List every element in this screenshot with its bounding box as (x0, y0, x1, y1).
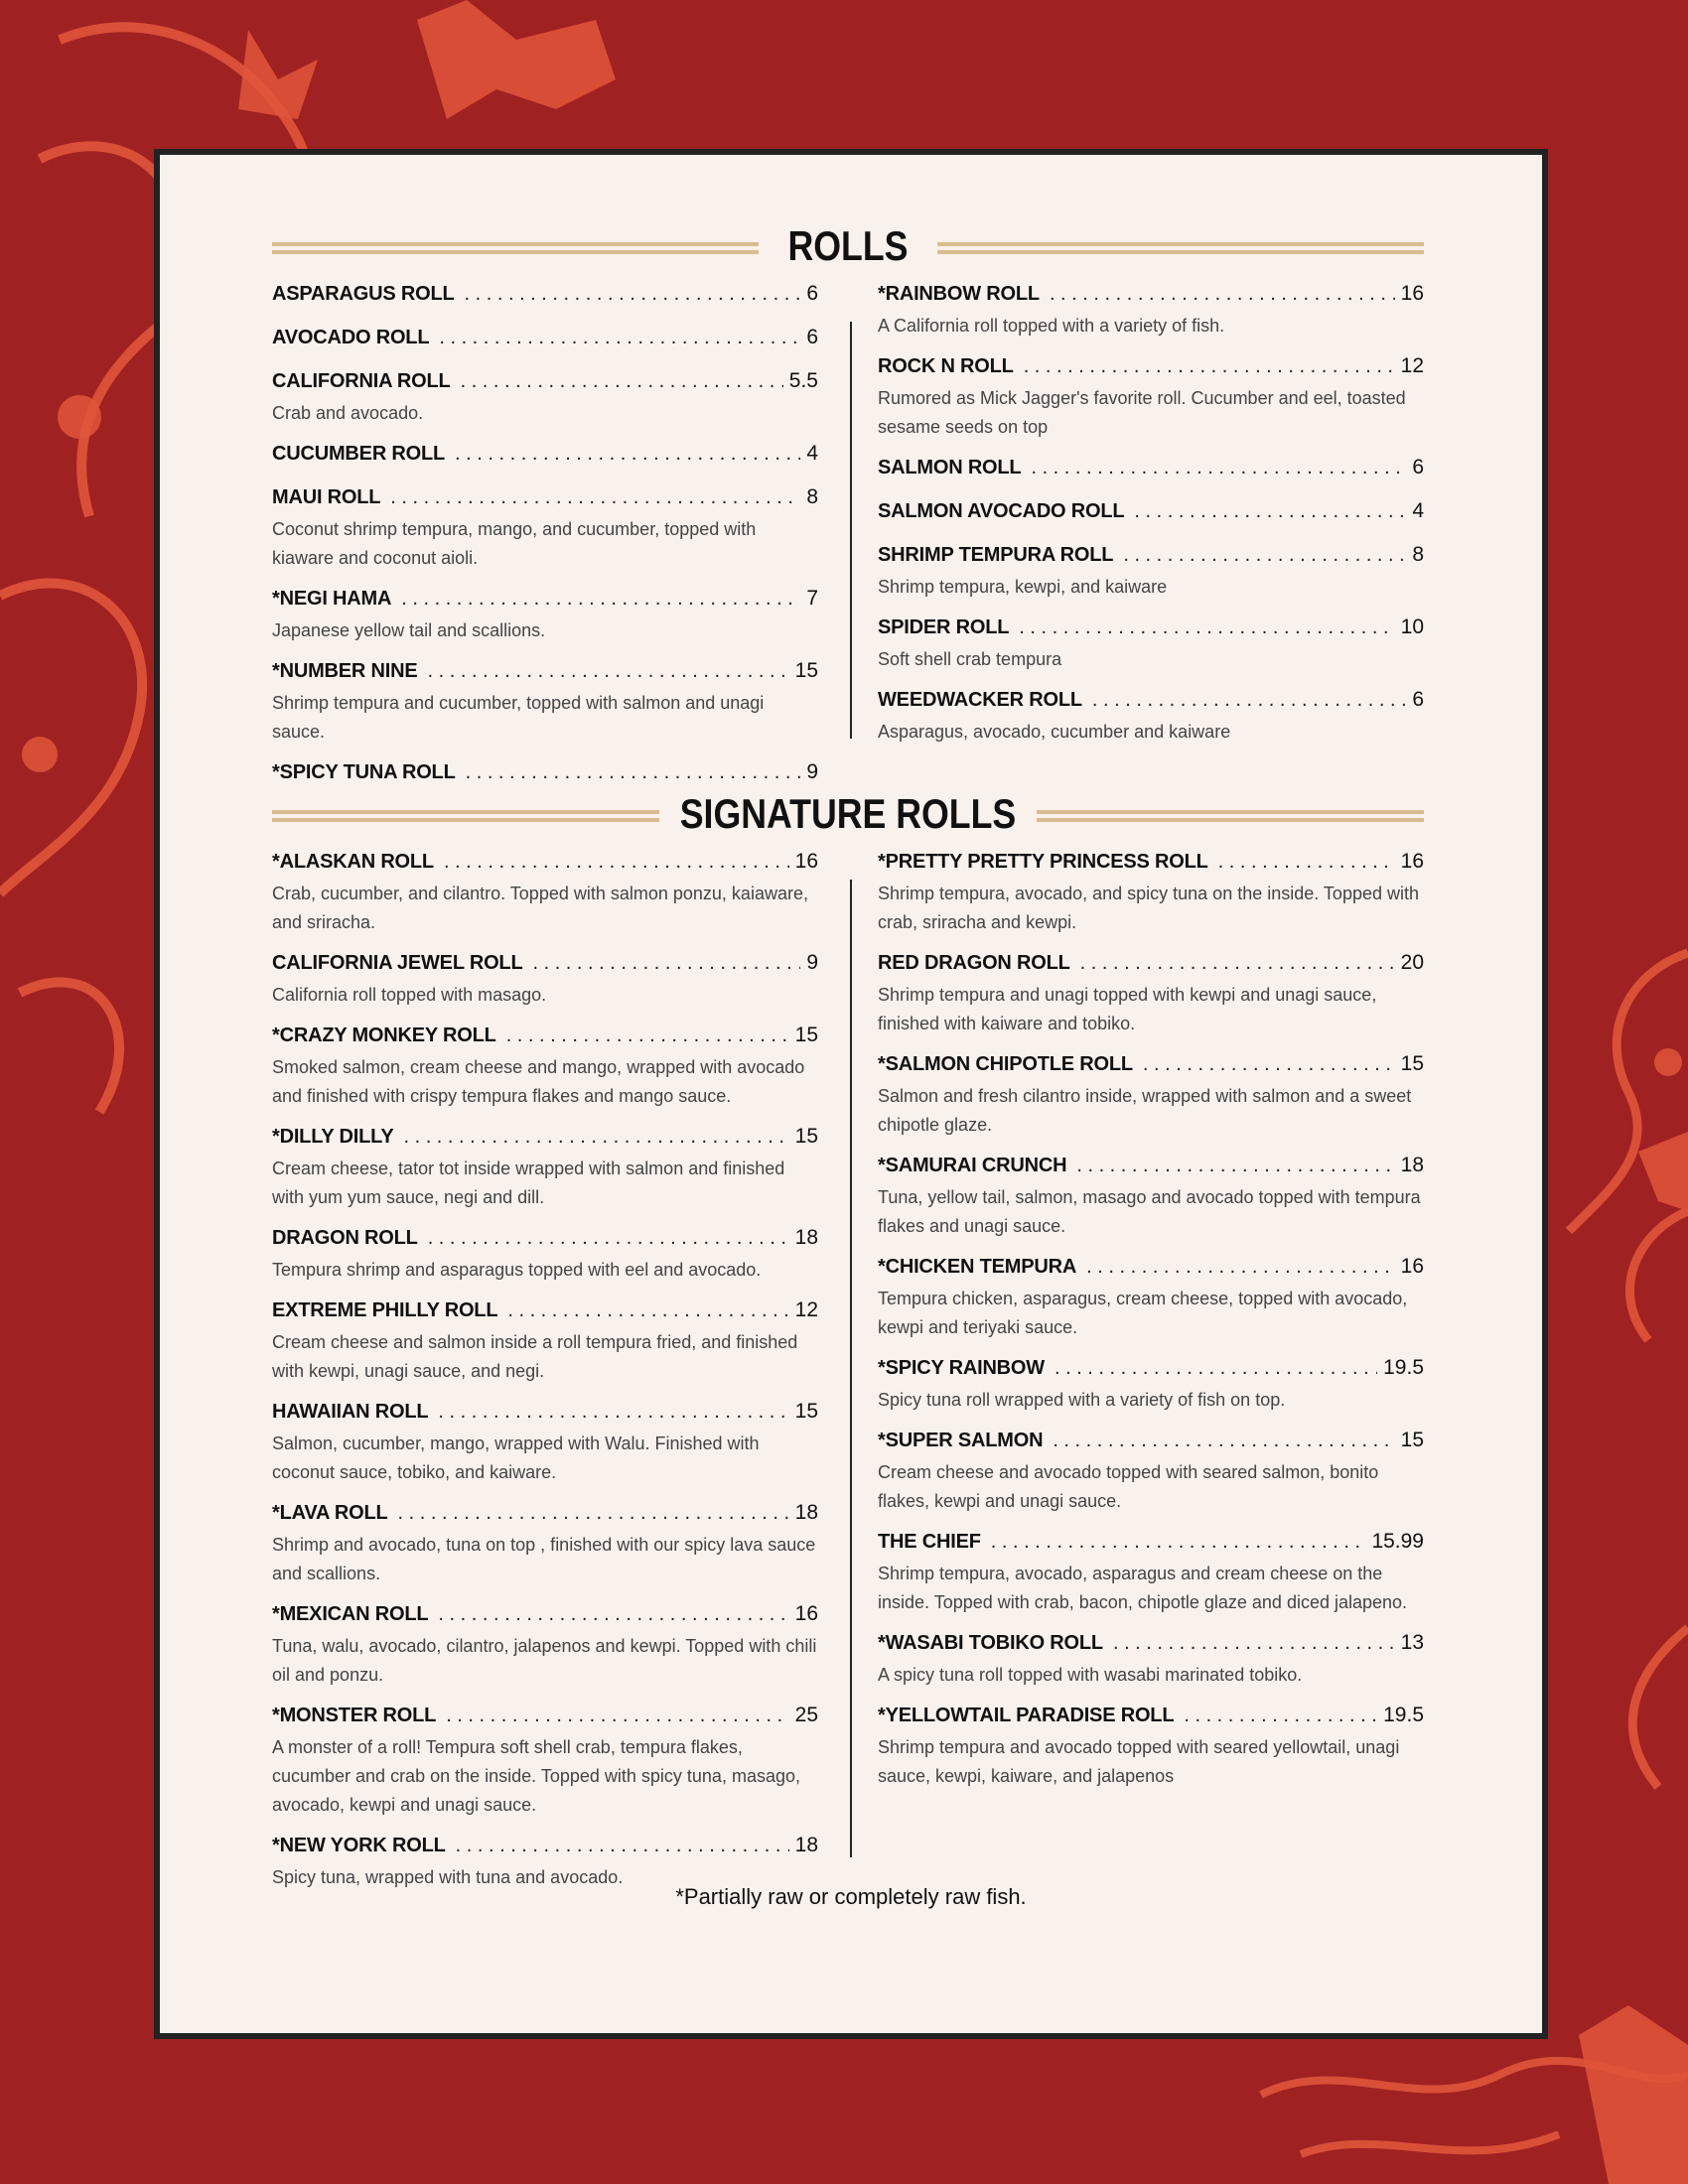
menu-item-description: Shrimp tempura and unagi topped with kewpi and unagi sauce, finished with kaiware and tobiko. (878, 985, 1377, 1033)
column-divider (850, 880, 852, 1857)
menu-item-price: 15 (1400, 1429, 1424, 1451)
menu-item-name: HAWAIIAN ROLL (272, 1401, 429, 1423)
dot-leader (428, 660, 789, 683)
menu-item-description: Shrimp tempura and avocado topped with seared yellowtail, unagi sauce, kewpi, kaiware, and jalapenos (878, 1737, 1400, 1786)
menu-item-name: AVOCADO ROLL (272, 327, 430, 348)
menu-item-name: *SAMURAI CRUNCH (878, 1155, 1067, 1176)
dot-leader (1031, 457, 1406, 479)
menu-item-description: Shrimp and avocado, tuna on top , finished with our spicy lava sauce and scallions. (272, 1535, 816, 1583)
menu-item-price: 16 (794, 850, 818, 873)
menu-item-price: 15 (794, 1400, 818, 1423)
menu-item-price: 9 (806, 760, 818, 783)
menu-item-description: Coconut shrimp tempura, mango, and cucumber, topped with kiaware and coconut aioli. (272, 519, 757, 568)
section-title-rolls: ROLLS (787, 222, 909, 269)
dot-leader (444, 851, 789, 874)
menu-item-name: *DILLY DILLY (272, 1126, 394, 1148)
menu-item-row (272, 1125, 818, 1155)
menu-item (272, 1226, 818, 1285)
menu-item (878, 1356, 1424, 1415)
menu-item-row (272, 1298, 818, 1328)
menu-item-price: 15 (1400, 1052, 1424, 1075)
menu-item-price: 16 (1400, 282, 1424, 305)
menu-item-name: *SUPER SALMON (878, 1430, 1044, 1451)
menu-item-description: A spicy tuna roll topped with wasabi marinated tobiko. (878, 1665, 1303, 1685)
menu-item-name: DRAGON ROLL (272, 1227, 418, 1249)
rolls-header (272, 216, 1424, 276)
menu-item-row (272, 587, 818, 616)
menu-item-description: Asparagus, avocado, cucumber and kaiware (878, 722, 1231, 742)
dot-leader (1050, 283, 1395, 306)
menu-item-row (878, 499, 1424, 529)
menu-item-row (272, 369, 818, 399)
menu-item-row (878, 615, 1424, 645)
menu-item-price: 12 (794, 1298, 818, 1321)
menu-item-price: 8 (1412, 543, 1424, 566)
menu-item (878, 499, 1424, 529)
menu-item-description: Spicy tuna roll wrapped with a variety of fish on top. (878, 1390, 1286, 1410)
rolls-left-column (272, 282, 818, 804)
menu-item-price: 6 (806, 282, 818, 305)
menu-item-name: *LAVA ROLL (272, 1502, 388, 1524)
menu-item-name: *SPICY TUNA ROLL (272, 761, 456, 783)
menu-item (878, 354, 1424, 442)
menu-panel (154, 149, 1548, 2039)
menu-item-price: 6 (1412, 688, 1424, 711)
menu-item (878, 1255, 1424, 1342)
menu-item-description: Tuna, walu, avocado, cilantro, jalapenos and kewpi. Topped with chili oil and ponzu. (272, 1636, 817, 1685)
dot-leader (390, 486, 800, 509)
menu-item (272, 1501, 818, 1588)
menu-item-description: Soft shell crab tempura (878, 649, 1062, 669)
menu-item (272, 659, 818, 747)
menu-item (272, 1602, 818, 1690)
menu-item-price: 5.5 (788, 369, 818, 392)
dot-leader (507, 1299, 788, 1322)
menu-item-description: Crab, cucumber, and cilantro. Topped with salmon ponzu, kaiaware, and sriracha. (272, 884, 808, 932)
menu-item (272, 442, 818, 472)
dot-leader (506, 1024, 789, 1047)
menu-item-price: 7 (806, 587, 818, 610)
menu-item-description: Japanese yellow tail and scallions. (272, 620, 546, 640)
menu-item-price: 4 (1412, 499, 1424, 522)
menu-item-price: 16 (1400, 850, 1424, 873)
menu-item-description: Smoked salmon, cream cheese and mango, wrapped with avocado and finished with crispy tempura flakes and mango sauce. (272, 1057, 805, 1106)
menu-item-row (272, 659, 818, 689)
menu-item-row (878, 1052, 1424, 1082)
menu-item (272, 1298, 818, 1386)
menu-item-description: Cream cheese, tator tot inside wrapped with salmon and finished with yum yum sauce, negi and dill. (272, 1159, 785, 1207)
menu-item-name: EXTREME PHILLY ROLL (272, 1299, 498, 1321)
menu-item-price: 18 (794, 1501, 818, 1524)
menu-item-row (878, 1530, 1424, 1560)
menu-item-name: *MONSTER ROLL (272, 1705, 437, 1726)
menu-item-row (272, 951, 818, 981)
menu-item (878, 1704, 1424, 1791)
dot-leader (1113, 1632, 1395, 1655)
menu-item-description: Shrimp tempura and cucumber, topped with salmon and unagi sauce. (272, 693, 765, 742)
menu-item-row (272, 282, 818, 312)
menu-item-description: Tempura shrimp and asparagus topped with eel and avocado. (272, 1260, 762, 1280)
menu-item (272, 282, 818, 312)
menu-item-row (878, 850, 1424, 880)
menu-item-row (878, 456, 1424, 485)
dot-leader (1080, 952, 1395, 975)
dot-leader (439, 327, 800, 349)
menu-item (272, 1400, 818, 1487)
menu-item (878, 456, 1424, 485)
dot-leader (456, 1835, 789, 1857)
dot-leader (991, 1531, 1366, 1554)
menu-item-row (272, 1226, 818, 1256)
dot-leader (455, 443, 800, 466)
menu-item-row (272, 1704, 818, 1733)
menu-item-name: MAUI ROLL (272, 486, 381, 508)
menu-item-name: SALMON AVOCADO ROLL (878, 500, 1125, 522)
menu-item-price: 18 (794, 1834, 818, 1856)
dot-leader (1218, 851, 1395, 874)
signature-right-column (878, 850, 1424, 1805)
menu-item-price: 19.5 (1383, 1356, 1424, 1379)
menu-item (878, 1052, 1424, 1140)
menu-item-row (272, 1501, 818, 1531)
menu-item-name: CUCUMBER ROLL (272, 443, 446, 465)
dot-leader (398, 1502, 789, 1525)
menu-item-name: SHRIMP TEMPURA ROLL (878, 544, 1114, 566)
menu-item-row (272, 1602, 818, 1632)
menu-item (272, 485, 818, 573)
menu-item-name: *SPICY RAINBOW (878, 1357, 1045, 1379)
menu-item-row (272, 1024, 818, 1053)
menu-item-description: Tempura chicken, asparagus, cream cheese, topped with avocado, kewpi and teriyaki sauce. (878, 1289, 1408, 1337)
menu-item (878, 1429, 1424, 1516)
menu-item-price: 9 (806, 951, 818, 974)
menu-item (878, 688, 1424, 747)
signature-header (272, 784, 1424, 844)
menu-item (272, 1125, 818, 1212)
menu-item-description: Tuna, yellow tail, salmon, masago and avocado topped with tempura flakes and unagi sauce. (878, 1187, 1421, 1236)
menu-item (878, 850, 1424, 937)
menu-item-price: 19.5 (1383, 1704, 1424, 1726)
dot-leader (1019, 616, 1394, 639)
menu-item-name: *PRETTY PRETTY PRINCESS ROLL (878, 851, 1208, 873)
menu-item (272, 1024, 818, 1111)
menu-item-price: 15 (794, 1024, 818, 1046)
menu-item-price: 12 (1400, 354, 1424, 377)
menu-item-name: *CRAZY MONKEY ROLL (272, 1024, 496, 1046)
menu-item-price: 15 (794, 659, 818, 682)
dot-leader (1134, 500, 1406, 523)
menu-item-row (878, 1154, 1424, 1183)
menu-item-row (272, 1400, 818, 1430)
menu-item (272, 326, 818, 355)
menu-item-price: 16 (1400, 1255, 1424, 1278)
menu-item-name: SPIDER ROLL (878, 616, 1010, 638)
menu-item-price: 13 (1400, 1631, 1424, 1654)
menu-item (272, 850, 818, 937)
dot-leader (401, 588, 800, 611)
menu-item-description: Salmon and fresh cilantro inside, wrapped with salmon and a sweet chipotle glaze. (878, 1086, 1412, 1135)
menu-item-name: *YELLOWTAIL PARADISE ROLL (878, 1705, 1175, 1726)
dot-leader (1123, 544, 1406, 567)
dot-leader (1024, 355, 1395, 378)
menu-item-price: 4 (806, 442, 818, 465)
menu-item-price: 18 (794, 1226, 818, 1249)
menu-item-row (878, 951, 1424, 981)
dot-leader (438, 1401, 788, 1424)
menu-item-name: ROCK N ROLL (878, 355, 1014, 377)
menu-item (272, 1704, 818, 1820)
menu-item-description: Shrimp tempura, avocado, and spicy tuna on the inside. Topped with crab, sriracha and kewpi. (878, 884, 1420, 932)
menu-item-name: RED DRAGON ROLL (878, 952, 1070, 974)
menu-item (878, 282, 1424, 341)
menu-item-name: *CHICKEN TEMPURA (878, 1256, 1077, 1278)
dot-leader (1055, 1357, 1377, 1380)
rolls-right-column (878, 282, 1424, 760)
dot-leader (1143, 1053, 1395, 1076)
menu-item-price: 10 (1400, 615, 1424, 638)
menu-item-row (878, 1704, 1424, 1733)
menu-item-row (272, 1834, 818, 1863)
menu-item-name: *ALASKAN ROLL (272, 851, 434, 873)
menu-item-name: *RAINBOW ROLL (878, 283, 1040, 305)
menu-item-price: 6 (806, 326, 818, 348)
menu-item-description: Cream cheese and salmon inside a roll tempura fried, and finished with kewpi, unagi sauce, and negi. (272, 1332, 798, 1381)
menu-item-price: 15.99 (1371, 1530, 1424, 1553)
menu-item-description: Spicy tuna, wrapped with tuna and avocado. (272, 1867, 624, 1887)
dot-leader (1184, 1705, 1377, 1727)
menu-item-row (878, 543, 1424, 573)
menu-item-description: A monster of a roll! Tempura soft shell crab, tempura flakes, cucumber and crab on the inside. Topped with spicy tuna, masago, avocado, kewpi and unagi sauce. (272, 1737, 800, 1815)
column-divider (850, 322, 852, 739)
menu-item (878, 543, 1424, 602)
menu-item-row (878, 1429, 1424, 1458)
dragon-illustration-bottom (1241, 2035, 1688, 2184)
menu-item-name: *SALMON CHIPOTLE ROLL (878, 1053, 1133, 1075)
menu-item-price: 8 (806, 485, 818, 508)
menu-item-row (878, 354, 1424, 384)
menu-item-row (272, 326, 818, 355)
menu-item-price: 20 (1400, 951, 1424, 974)
menu-item-price: 6 (1412, 456, 1424, 478)
menu-item-price: 25 (794, 1704, 818, 1726)
raw-fish-footnote: *Partially raw or completely raw fish. (675, 1884, 1027, 1909)
menu-item-description: Cream cheese and avocado topped with seared salmon, bonito flakes, kewpi and unagi sauce. (878, 1462, 1379, 1511)
menu-item (272, 951, 818, 1010)
menu-item-name: *MEXICAN ROLL (272, 1603, 429, 1625)
dot-leader (466, 761, 801, 784)
menu-item-row (272, 850, 818, 880)
menu-item-price: 18 (1400, 1154, 1424, 1176)
dot-leader (1076, 1155, 1394, 1177)
dot-leader (465, 283, 801, 306)
menu-item-name: *WASABI TOBIKO ROLL (878, 1632, 1103, 1654)
dot-leader (1092, 689, 1406, 712)
menu-item (878, 1154, 1424, 1241)
menu-item-description: California roll topped with masago. (272, 985, 547, 1005)
menu-item-name: THE CHIEF (878, 1531, 981, 1553)
menu-item (878, 615, 1424, 674)
menu-item-name: WEEDWACKER ROLL (878, 689, 1082, 711)
dot-leader (403, 1126, 788, 1149)
menu-item-name: CALIFORNIA ROLL (272, 370, 451, 392)
menu-item-description: A California roll topped with a variety of fish. (878, 316, 1225, 336)
dot-leader (428, 1227, 789, 1250)
menu-item-description: Crab and avocado. (272, 403, 424, 423)
menu-item-price: 16 (794, 1602, 818, 1625)
menu-item-description: Salmon, cucumber, mango, wrapped with Walu. Finished with coconut sauce, tobiko, and kaiware. (272, 1433, 760, 1482)
menu-item-row (878, 1356, 1424, 1386)
menu-item (878, 951, 1424, 1038)
menu-item-name: *NEGI HAMA (272, 588, 392, 610)
menu-item-row (878, 1631, 1424, 1661)
menu-item-name: ASPARAGUS ROLL (272, 283, 455, 305)
menu-item-row (272, 485, 818, 515)
dot-leader (1086, 1256, 1395, 1279)
menu-item (878, 1631, 1424, 1690)
menu-item-description: Shrimp tempura, kewpi, and kaiware (878, 577, 1168, 597)
dot-leader (1053, 1430, 1394, 1452)
menu-item (272, 369, 818, 428)
dot-leader (461, 370, 783, 393)
dot-leader (446, 1705, 788, 1727)
menu-item-price: 15 (794, 1125, 818, 1148)
dot-leader (532, 952, 800, 975)
menu-item-name: CALIFORNIA JEWEL ROLL (272, 952, 523, 974)
dot-leader (438, 1603, 788, 1626)
menu-item (878, 1530, 1424, 1617)
menu-item-row (272, 442, 818, 472)
menu-item-row (878, 1255, 1424, 1285)
menu-item-name: *NEW YORK ROLL (272, 1835, 446, 1856)
menu-item-description: Rumored as Mick Jagger's favorite roll. Cucumber and eel, toasted sesame seeds on top (878, 388, 1406, 437)
menu-item-row (878, 688, 1424, 718)
menu-item-name: SALMON ROLL (878, 457, 1022, 478)
menu-item-name: *NUMBER NINE (272, 660, 418, 682)
section-title-signature-rolls: SIGNATURE ROLLS (679, 790, 1017, 837)
menu-item (272, 587, 818, 645)
signature-left-column (272, 850, 818, 1906)
menu-item-row (878, 282, 1424, 312)
menu-item-description: Shrimp tempura, avocado, asparagus and cream cheese on the inside. Topped with crab, bacon, chipotle glaze and diced jalapeno. (878, 1564, 1408, 1612)
